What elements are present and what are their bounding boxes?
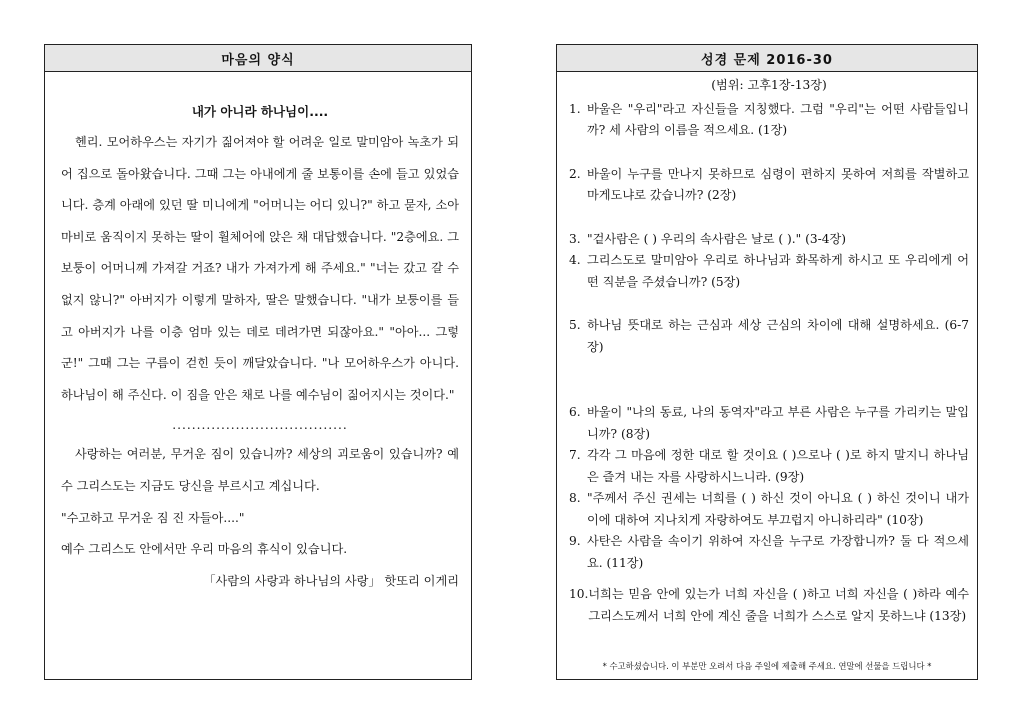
story-section bbox=[61, 99, 459, 597]
closing-paragraph: 사랑하는 여러분, 무거운 짐이 있습니까? 세상의 괴로움이 있습니까? 예수 그리스도는 지금도 당신을 부르시고 계십니다. bbox=[61, 447, 459, 493]
question-list bbox=[569, 75, 969, 627]
question-number: 9. bbox=[569, 534, 581, 548]
closing-quote: "수고하고 무거운 짐 진 자들아...." bbox=[61, 510, 245, 525]
scope-range: (범위: 고후1장-13장) bbox=[711, 78, 827, 92]
question-number: 3. bbox=[569, 231, 581, 246]
question-item bbox=[569, 99, 969, 142]
question-item bbox=[569, 531, 969, 574]
question-item bbox=[569, 315, 969, 358]
left-panel-header: 마음의 양식 bbox=[45, 45, 471, 72]
question-text: 바울이 "나의 동료, 나의 동역자"라고 부른 사람은 누구를 가리키는 말입니까? (8장) bbox=[587, 405, 969, 441]
question-number: 1. bbox=[569, 101, 581, 116]
question-text: "겉사람은 ( ) 우리의 속사람은 날로 ( )." (3-4장) bbox=[587, 231, 847, 246]
dotted-divider: .................................... bbox=[172, 418, 348, 433]
footnote: * 수고하셨습니다. 이 부분만 오려서 다음 주일에 제출해 주세요. 연말에 선물을 드립니다 * bbox=[602, 661, 932, 671]
question-text: "주께서 주신 권세는 너희를 ( ) 하신 것이 아니요 ( ) 하신 것이니 내가 이에 대하여 지나치게 자랑하여도 부끄럽지 아니하리라" (10장) bbox=[587, 491, 969, 527]
question-number: 10. bbox=[569, 587, 589, 601]
question-item bbox=[569, 250, 969, 293]
question-text: 하나님 뜻대로 하는 근심과 세상 근심의 차이에 대해 설명하세요. (6-7장) bbox=[587, 318, 969, 354]
question-text: 사탄은 사람을 속이기 위하여 자신을 누구로 가장합니까? 둘 다 적으세요. (11장) bbox=[587, 534, 969, 570]
question-number: 8. bbox=[569, 491, 581, 505]
question-number: 5. bbox=[569, 318, 581, 332]
question-text: 바울은 "우리"라고 자신들을 지칭했다. 그럼 "우리"는 어떤 사람들입니까? 세 사람의 이름을 적으세요. (1장) bbox=[587, 101, 969, 137]
closing-statement: 예수 그리스도 안에서만 우리 마음의 휴식이 있습니다. bbox=[61, 542, 348, 557]
question-number: 2. bbox=[569, 166, 581, 181]
question-item bbox=[569, 488, 969, 531]
question-text: 바울이 누구를 만나지 못하므로 심령이 편하지 못하여 저희를 작별하고 마게도냐로 갔습니까? (2장) bbox=[587, 166, 969, 202]
source-citation: 「사람의 사랑과 하나님의 사랑」 핫또리 이게리 bbox=[203, 573, 459, 588]
story-title: 내가 아니라 하나님이.... bbox=[191, 104, 329, 119]
question-text: 너희는 믿음 안에 있는가 너희 자신을 ( )하고 너희 자신을 ( )하라 예수 그리스도께서 너희 안에 계신 줄을 너희가 스스로 알지 못하느냐 (13장) bbox=[588, 587, 969, 623]
question-item bbox=[569, 584, 969, 627]
question-number: 6. bbox=[569, 405, 581, 419]
question-item bbox=[569, 164, 969, 207]
question-number: 4. bbox=[569, 253, 581, 267]
question-text: 그리스도로 말미암아 우리로 하나님과 화목하게 하시고 또 우리에게 어떤 직분을 주셨습니까? (5장) bbox=[587, 253, 969, 289]
question-number: 7. bbox=[569, 448, 581, 462]
question-item bbox=[569, 229, 969, 251]
right-panel bbox=[556, 44, 978, 680]
question-item bbox=[569, 402, 969, 445]
right-panel-header: 성경 문제 2016-30 bbox=[557, 45, 977, 72]
story-body: 헨리. 모어하우스는 자기가 짊어져야 할 어려운 일로 말미암아 녹초가 되어 집으로 돌아왔습니다. 그때 그는 아내에게 줄 보통이를 손에 들고 있었습니다. 층계 아래에 있던 딸 미니에게 "어머니는 어디 있니?" 하고 묻자, 소아마비로 움직이지 못하는 딸이 휠체어에 앉은 채 대답했습니다. "2층에요. 그 보퉁이 어머니께 가져갈 거죠? 내가 가져가게 해 주세요." "너는 갔고 갈 수 없지 않니?" 아버지가 이렇게 말하자, 딸은 말했습니다. "내가 보퉁이를 들고 아버지가 나를 이층 엄마 있는 데로 데려가면 되잖아요." "아아... 그렇군!" 그때 그는 구름이 걷힌 듯이 깨달았습니다. "나 모어하우스가 아니다. 하나님이 해 주신다. 이 짐을 안은 채로 나를 예수님이 짊어지시는 것이다." bbox=[61, 135, 459, 402]
left-panel bbox=[44, 44, 472, 680]
question-item bbox=[569, 445, 969, 488]
question-text: 각각 그 마음에 정한 대로 할 것이요 ( )으로나 ( )로 하지 말지니 하나님은 즐겨 내는 자를 사랑하시느니라. (9장) bbox=[587, 448, 969, 484]
